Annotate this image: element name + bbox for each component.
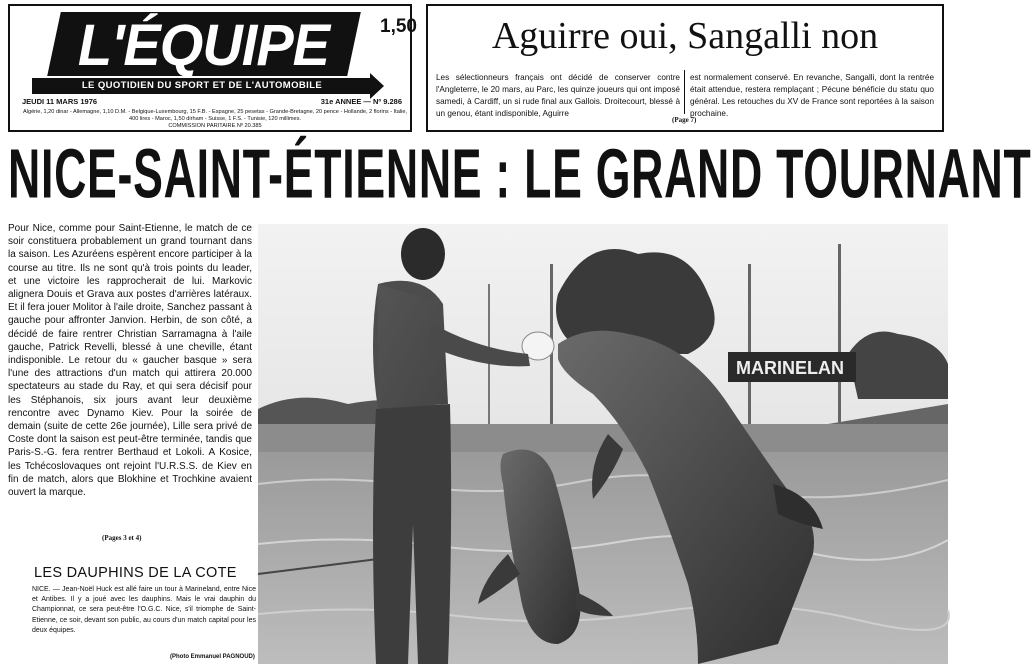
- main-headline-text: NICE-SAINT-ÉTIENNE : LE GRAND TOURNANT: [8, 135, 1032, 214]
- dolphin-photo: [258, 224, 948, 664]
- logo-text: L'ÉQUIPE: [78, 10, 330, 78]
- column-divider: [684, 70, 685, 114]
- caption-title: LES DAUPHINS DE LA COTE: [34, 565, 237, 581]
- tagline: LE QUOTIDIEN DU SPORT ET DE L'AUTOMOBILE: [32, 78, 372, 94]
- story-text: Pour Nice, comme pour Saint-Etienne, le match de ce soir constituera probablement un grand tournant dans la saison. Les Azuréens espèrent encore participer à la course au titre. Ils ne sont qu'à trois points du leader, et une victoire les rapprocherait de lui. Markovic alignera Douis et Grava aux postes d'arrières latéraux. Et il fera jouer Molitor à l'aile droite, Sanchez passant à gauche pour affronter Janvion. Herbin, de son côté, a décidé de faire rentrer Christian Sarramagna à l'aile gauche, Patrick Revelli, blessé à une cheville, étant indisponible. Le retour du « gaucher basque » sera l'une des attractions d'un match qui attirera 20.000 spectateurs au stade du Ray, et qui sera décisif pour les Stéphanois, six jours avant leur deuxième rencontre avec Dynamo Kiev. Pour la soirée de demain (suite de cette 26e journée), Lille sera privé de Coste dont la saison est peut-être terminée, tandis que Paris-S.-G. fera rentrer Berthaud et Lokoli. A Kosice, les Tchécoslovaques ont rejoint l'U.R.S.S. de Kiev en fin de match, alors que Blokhine et Trochkine avaient ouvert la marque.: [8, 223, 252, 499]
- photo-credit: (Photo Emmanuel PAGNOUD): [170, 654, 255, 660]
- commission-number: COMMISSION PARITAIRE Nº 20.385: [168, 123, 262, 129]
- issue-line: [22, 97, 402, 106]
- man-head: [401, 228, 445, 280]
- foreign-prices-text: Algérie, 1,20 dinar - Allemagne, 1,10 D.M. - Belgique-Luxembourg, 15 F.B. - Espagne, 25 pesetas - Grande-Bretagne, 20 pence - Hollande, 2 florins - Italie, 400 lires - Maroc, 1,50 dirham - Suisse, 1 F.S. - Tunisie, 120 millimes.: [22, 109, 407, 122]
- newspaper-logo: [47, 12, 361, 76]
- teaser-column-1: Les sélectionneurs français ont décidé de conserver contre l'Angleterre, le 20 mars, au Parc, les quinze joueurs qui ont imposé samedi, à Cardiff, un si rude final aux Gallois. Droitecourt, blessé à un genou, étant indisponible, Aguirre: [436, 73, 680, 118]
- pole: [748, 264, 751, 424]
- marineland-sign-text: MARINELAN: [736, 358, 844, 378]
- story-page-ref: (Pages 3 et 4): [102, 534, 142, 542]
- issue-date: JEUDI 11 MARS 1976: [22, 97, 98, 106]
- pole: [838, 244, 841, 424]
- teaser-column-2: est normalement conservé. En revanche, Sangalli, dont la rentrée était attendue, restera remplaçant ; Pécune bénéficie du statu quo général. Les retouches du XV de France sont reportées à la saison prochaine.: [690, 73, 934, 118]
- price: 1,50: [380, 16, 417, 37]
- masthead: [8, 4, 417, 132]
- issue-number: 31e ANNEE — Nº 9.286: [320, 97, 402, 106]
- caption-text: NICE. — Jean-Noël Huck est allé faire un tour à Marineland, entre Nice et Antibes. Il y a joué avec les dauphins. Mais le vrai dauphin du Championnat, ce sera peut-être l'O.G.C. Nice, s'il triomphe de Saint-Etienne, ce soir, devant son public, au cours d'un match capital pour les deux équipes.: [32, 586, 256, 634]
- teaser-headline: Aguirre oui, Sangalli non: [491, 15, 879, 57]
- teaser-box: [426, 4, 944, 132]
- photo-illustration: [258, 224, 948, 664]
- foreign-prices: [20, 109, 410, 130]
- teaser-page-ref: (Page 7): [672, 116, 697, 124]
- arrow-icon: [370, 73, 384, 99]
- main-headline: [8, 135, 1032, 214]
